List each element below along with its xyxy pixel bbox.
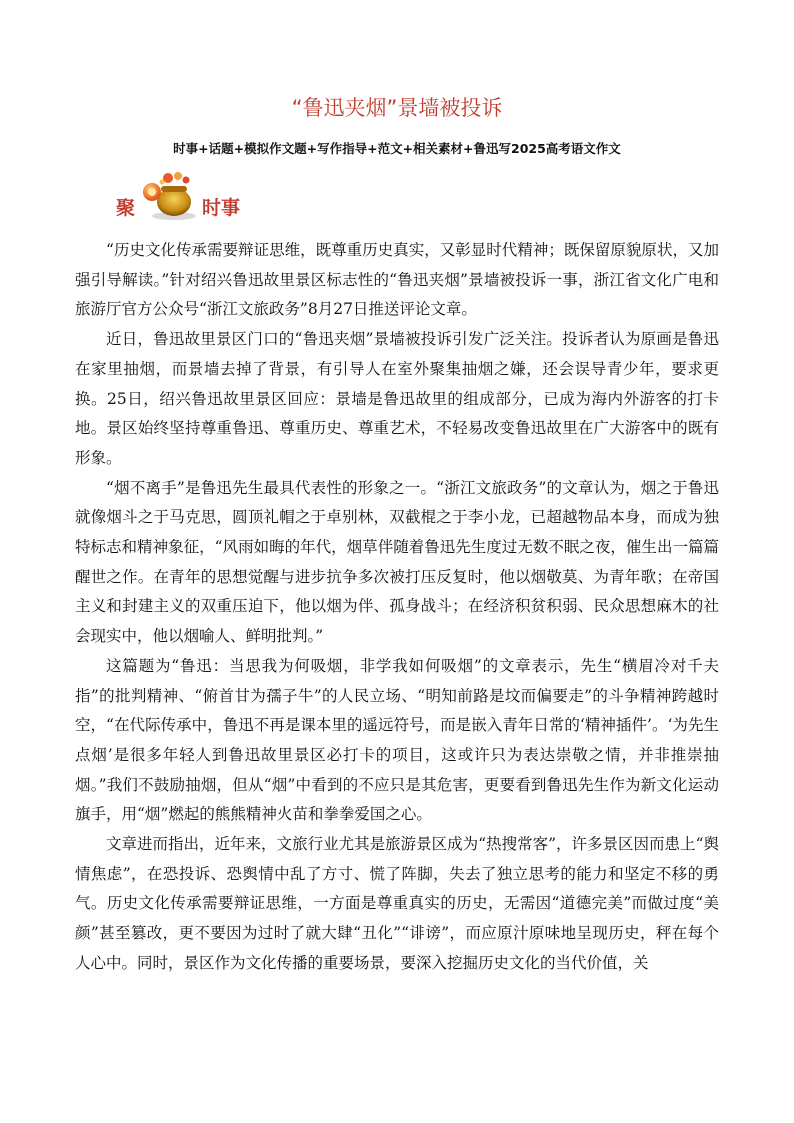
article-body: [75, 236, 719, 979]
article-subtitle: 时事+话题+模拟作文题+写作指导+范文+相关素材+鲁迅写2025高考语文作文: [173, 141, 621, 156]
paragraph: “历史文化传承需要辩证思维，既尊重历史真实，又彰显时代精神；既保留原貌原状，又加强引导解读。”针对绍兴鲁迅故里景区标志性的“鲁迅夹烟”景墙被投诉一事，浙江省文化广电和旅游厅官方公众号“浙江文旅政务”8月27日推送评论文章。: [75, 241, 719, 319]
section-heading: [108, 168, 308, 228]
paragraph: “烟不离手”是鲁迅先生最具代表性的形象之一。“浙江文旅政务”的文章认为，烟之于鲁迅就像烟斗之于马克思，圆顶礼帽之于卓别林，双截棍之于李小龙，已超越物品本身，而成为独特标志和精神象征，“风雨如晦的年代，烟草伴随着鲁迅先生度过无数不眠之夜，催生出一篇篇醒世之作。在青年的思想觉醒与进步抗争多次被打压反复时，他以烟敬莫、为青年歌；在帝国主义和封建主义的双重压迫下，他以烟为伴、孤身战斗；在经济积贫积弱、民众思想麻木的社会现实中，他以烟喻人、鲜明批判。”: [75, 478, 719, 646]
paragraph: 文章进而指出，近年来，文旅行业尤其是旅游景区成为“热搜常客”，许多景区因而患上“舆情焦虑”，在恐投诉、恐舆情中乱了方寸、慌了阵脚，失去了独立思考的能力和坚定不移的勇气。历史文化传承需要辩证思维，一方面是尊重真实的历史，无需因“道德完美”而做过度“美颜”甚至篡改，更不要因为过时了就大肆“丑化”“诽谤”，而应原汁原味地呈现历史，秤在每个人心中。同时，景区作为文化传播的重要场景，要深入挖掘历史文化的当代价值，关: [75, 835, 719, 972]
paragraph: 这篇题为“鲁迅：当思我为何吸烟，非学我如何吸烟”的文章表示，先生“横眉冷对千夫指”的批判精神、“俯首甘为孺子牛”的人民立场、“明知前路是坟而偏要走”的斗争精神跨越时空，“在代际传承中，鲁迅不再是课本里的遥远符号，而是嵌入青年日常的‘精神插件’。‘为先生点烟’是很多年轻人到鲁迅故里景区必打卡的项目，这或许只为表达崇敬之情，并非推崇抽烟。”我们不鼓励抽烟，但从“烟”中看到的不应只是其危害，更要看到鲁迅先生作为新文化运动旗手，用“烟”燃起的熊熊精神火苗和拳拳爱国之心。: [75, 656, 719, 824]
article-title: “鲁迅夹烟”景墙被投诉: [291, 96, 503, 120]
section-heading-char: 聚: [116, 197, 136, 219]
section-heading-text: 时事: [202, 197, 241, 219]
paragraph: 近日，鲁迅故里景区门口的“鲁迅夹烟”景墙被投诉引发广泛关注。投诉者认为原画是鲁迅在家里抽烟，而景墙去掉了背景，有引导人在室外聚集抽烟之嫌，还会误导青少年，要求更换。25日，绍兴鲁迅故里景区回应：景墙是鲁迅故里的组成部分，已成为海内外游客的打卡地。景区始终坚持尊重鲁迅、尊重历史、尊重艺术，不轻易改变鲁迅故里在广大游客中的既有形象。: [75, 330, 719, 467]
lantern-pot-emblem-icon: [138, 168, 204, 224]
